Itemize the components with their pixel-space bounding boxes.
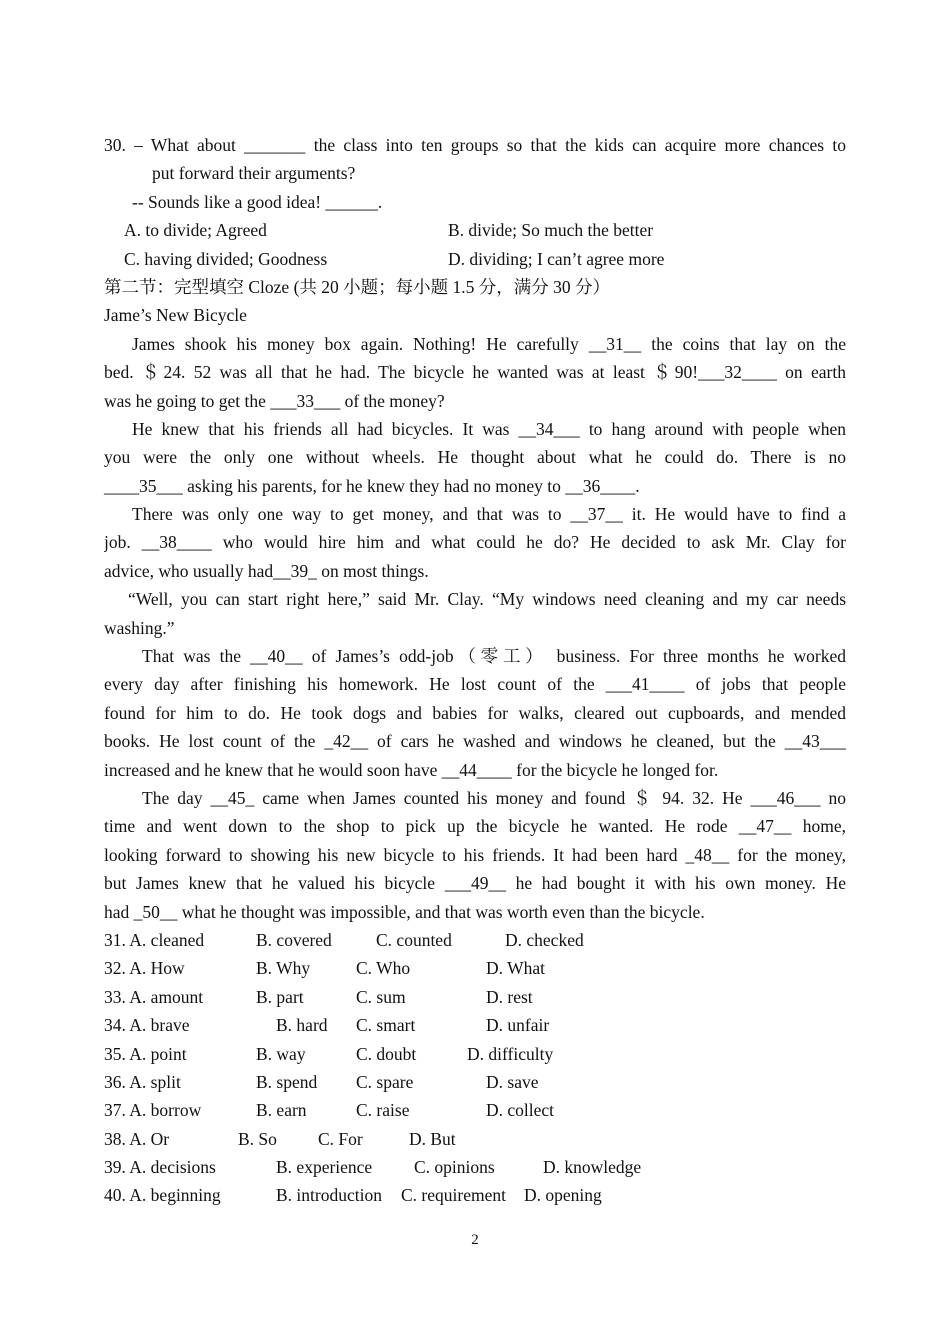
choice-d: D. collect: [486, 1100, 555, 1121]
passage-line: increased and he knew that he would soon have __44____ for the bicycle he longed for.: [104, 759, 719, 780]
choice-b: B. way: [256, 1043, 306, 1064]
choice-row-34: [104, 1011, 846, 1039]
passage-line: looking forward to showing his new bicycle to his friends. It had been hard _48__ for the money,: [104, 844, 846, 865]
passage-line: but James knew that he valued his bicycle ___49__ he had bought it with his own money. He: [104, 873, 846, 894]
q30-option-d: D. dividing; I can’t agree more: [448, 248, 665, 269]
choice-c: C. For: [318, 1128, 363, 1149]
choice-row-32: [104, 954, 846, 982]
choice-row-36: [104, 1068, 846, 1096]
passage-line: advice, who usually had__39_ on most things.: [104, 560, 429, 581]
passage-line: washing.”: [104, 617, 175, 638]
choice-row-33: [104, 983, 846, 1011]
passage-line: time and went down to the shop to pick up the bicycle he wanted. He rode __47__ home,: [104, 816, 846, 837]
choice-d: D. But: [409, 1128, 456, 1149]
q30-stem-line1: 30. – What about _______ the class into ten groups so that the kids can acquire more chances to: [104, 135, 846, 155]
choice-c: C. requirement: [401, 1185, 506, 1206]
choice-b: B. hard: [276, 1015, 328, 1036]
choice-c: C. counted: [376, 929, 452, 950]
choice-a: 31. A. cleaned: [104, 929, 205, 950]
choice-row-37: [104, 1096, 846, 1124]
passage-line: ____35___ asking his parents, for he knew they had no money to __36____.: [104, 475, 640, 496]
passage-line: had _50__ what he thought was impossible, and that was worth even than the bicycle.: [104, 901, 705, 922]
choice-d: D. save: [486, 1071, 539, 1092]
choice-b: B. part: [256, 986, 304, 1007]
choice-a: 35. A. point: [104, 1043, 187, 1064]
choice-b: B. Why: [256, 958, 311, 979]
choice-b: B. experience: [276, 1157, 373, 1178]
choice-row-40: [104, 1181, 846, 1209]
q30-option-b: B. divide; So much the better: [448, 220, 654, 241]
passage-line: He knew that his friends all had bicycles. It was __34___ to hang around with people when: [132, 418, 846, 439]
passage-line: “Well, you can start right here,” said Mr. Clay. “My windows need cleaning and my car needs: [128, 589, 846, 610]
passage-line: you were the only one without wheels. He thought about what he could do. There is no: [104, 447, 846, 468]
choice-a: 34. A. brave: [104, 1015, 190, 1036]
choice-d: D. difficulty: [467, 1043, 554, 1064]
passage-line: There was only one way to get money, and that was to __37__ it. He would have to find a: [132, 504, 846, 525]
choice-c: C. doubt: [356, 1043, 417, 1064]
choice-a: 39. A. decisions: [104, 1157, 216, 1178]
choice-b: B. introduction: [276, 1185, 382, 1206]
q30-options-row2: [104, 245, 846, 273]
q30-option-a: A. to divide; Agreed: [124, 220, 267, 241]
choice-d: D. opening: [524, 1185, 602, 1206]
passage-line: That was the __40__ of James’s odd-job（零工） business. For three months he worked: [142, 646, 846, 667]
passage-title: Jame’s New Bicycle: [104, 305, 247, 326]
choice-c: C. sum: [356, 986, 406, 1007]
choice-d: D. unfair: [486, 1015, 550, 1036]
choice-c: C. raise: [356, 1100, 410, 1121]
choice-a: 32. A. How: [104, 958, 185, 979]
q30-stem-line2: put forward their arguments?: [152, 163, 356, 184]
passage-line: bed. ＄24. 52 was all that he had. The bicycle he wanted was at least ＄90!___32____ on earth: [104, 362, 846, 383]
q30-option-c: C. having divided; Goodness: [124, 248, 328, 269]
choice-b: B. So: [238, 1128, 277, 1149]
choice-a: 33. A. amount: [104, 986, 204, 1007]
passage-line: job. __38____ who would hire him and what could he do? He decided to ask Mr. Clay for: [104, 532, 846, 553]
section-heading: 第二节：完型填空 Cloze (共 20 小题；每小题 1.5 分，满分 30 分）: [104, 276, 611, 297]
passage-line: every day after finishing his homework. He lost count of the ___41____ of jobs that people: [104, 674, 846, 695]
choice-d: D. knowledge: [543, 1157, 642, 1178]
passage: [104, 330, 846, 926]
choice-b: B. spend: [256, 1071, 318, 1092]
passage-line: The day __45_ came when James counted his money and found ＄ 94. 32. He ___46___ no: [142, 787, 846, 808]
q30-options-row1: [104, 216, 846, 244]
exam-page: [104, 131, 846, 1210]
choice-b: B. earn: [256, 1100, 307, 1121]
choice-c: C. Who: [356, 958, 411, 979]
passage-line: found for him to do. He took dogs and babies for walks, cleared out cupboards, and mended: [104, 702, 846, 723]
choice-row-38: [104, 1125, 846, 1153]
choice-row-35: [104, 1040, 846, 1068]
choice-c: C. smart: [356, 1015, 416, 1036]
choice-b: B. covered: [256, 929, 332, 950]
choice-c: C. spare: [356, 1071, 414, 1092]
choice-row-39: [104, 1153, 846, 1181]
passage-line: was he going to get the ___33___ of the money?: [104, 390, 445, 411]
q30-reply: -- Sounds like a good idea! ______.: [132, 191, 383, 212]
passage-line: books. He lost count of the _42__ of cars he washed and windows he cleaned, but the __43___: [104, 731, 846, 752]
page-number: 2: [471, 1232, 479, 1248]
choices-list: [104, 926, 846, 1210]
choice-a: 38. A. Or: [104, 1128, 170, 1149]
choice-a: 37. A. borrow: [104, 1100, 202, 1121]
choice-a: 36. A. split: [104, 1071, 181, 1092]
choice-row-31: [104, 926, 846, 954]
passage-line: James shook his money box again. Nothing! He carefully __31__ the coins that lay on the: [132, 333, 846, 354]
choice-c: C. opinions: [414, 1157, 495, 1178]
choice-d: D. What: [486, 958, 545, 979]
choice-d: D. rest: [486, 986, 533, 1007]
choice-d: D. checked: [505, 929, 584, 950]
choice-a: 40. A. beginning: [104, 1185, 221, 1206]
